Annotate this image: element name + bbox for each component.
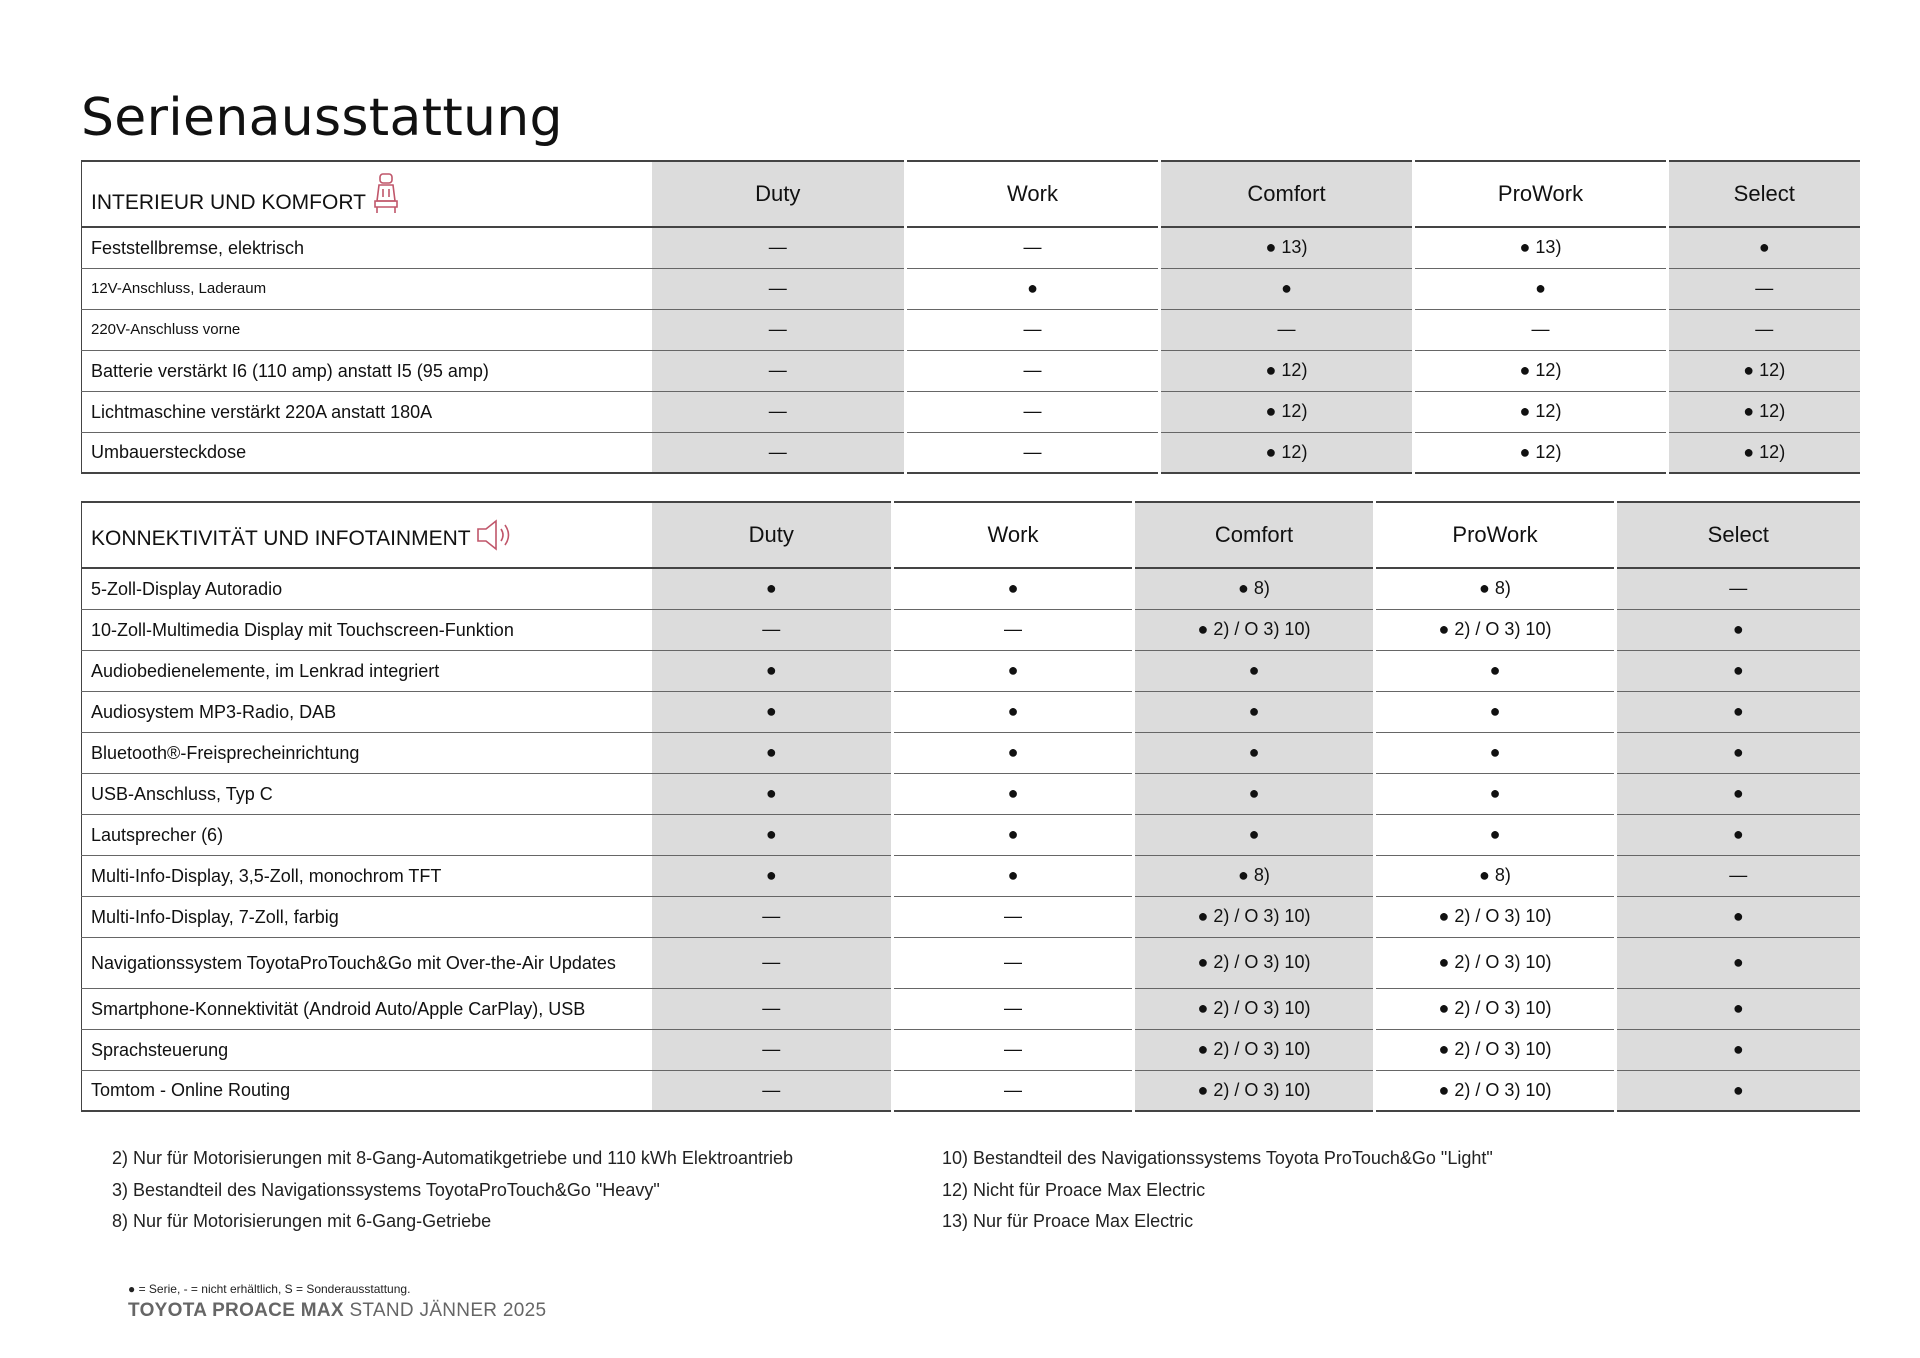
row-label: 10-Zoll-Multimedia Display mit Touchscreen-Funktion: [82, 609, 652, 650]
cell-value: ● 12): [1668, 432, 1860, 473]
cell-value: —: [1668, 309, 1860, 350]
cell-value: ● 2) / O 3) 10): [1134, 609, 1375, 650]
row-label: Batterie verstärkt I6 (110 amp) anstatt I5 (95 amp): [82, 350, 652, 391]
cell-value: ●: [1616, 896, 1860, 937]
cell-value: ●: [893, 773, 1134, 814]
cell-value: ● 2) / O 3) 10): [1375, 896, 1616, 937]
cell-value: ● 13): [1160, 227, 1414, 268]
cell-value: ●: [1375, 732, 1616, 773]
brand-name: TOYOTA PROACE MAX: [128, 1300, 344, 1321]
cell-value: ●: [1375, 650, 1616, 691]
legend: ● = Serie, - = nicht erhältlich, S = Sonderausstattung.: [128, 1282, 411, 1296]
cell-value: —: [893, 1070, 1134, 1111]
row-label: Audiobedienelemente, im Lenkrad integriert: [82, 650, 652, 691]
row-label: 12V-Anschluss, Laderaum: [82, 268, 652, 309]
cell-value: ●: [1375, 773, 1616, 814]
cell-value: ● 2) / O 3) 10): [1375, 1070, 1616, 1111]
cell-value: ● 2) / O 3) 10): [1134, 896, 1375, 937]
cell-value: —: [893, 1029, 1134, 1070]
table-row: [82, 268, 1860, 309]
cell-value: —: [1414, 309, 1668, 350]
table-row: [82, 650, 1860, 691]
cell-value: —: [893, 896, 1134, 937]
cell-value: ●: [1616, 1070, 1860, 1111]
row-label: Tomtom - Online Routing: [82, 1070, 652, 1111]
speaker-icon: [471, 527, 515, 550]
table-row: [82, 1029, 1860, 1070]
row-label: 5-Zoll-Display Autoradio: [82, 568, 652, 609]
cell-value: ●: [893, 732, 1134, 773]
column-header: Comfort: [1160, 161, 1414, 227]
cell-value: —: [1668, 268, 1860, 309]
cell-value: —: [652, 350, 906, 391]
table-row: [82, 691, 1860, 732]
cell-value: ●: [652, 773, 893, 814]
footnote: 13) Nur für Proace Max Electric: [942, 1211, 1194, 1231]
cell-value: —: [906, 432, 1160, 473]
cell-value: ● 2) / O 3) 10): [1375, 937, 1616, 988]
cell-value: —: [652, 391, 906, 432]
table-row: [82, 432, 1860, 473]
cell-value: —: [906, 227, 1160, 268]
page-title: Serienausstattung: [81, 88, 563, 148]
cell-value: ● 2) / O 3) 10): [1375, 988, 1616, 1029]
cell-value: —: [906, 391, 1160, 432]
footnote: 8) Nur für Motorisierungen mit 6-Gang-Getriebe: [112, 1211, 492, 1231]
konnektivitaet-infotainment-table: [81, 501, 1860, 1112]
cell-value: —: [652, 609, 893, 650]
cell-value: ●: [893, 814, 1134, 855]
row-label: Lichtmaschine verstärkt 220A anstatt 180A: [82, 391, 652, 432]
interieur-komfort-table: [81, 160, 1860, 474]
cell-value: —: [652, 432, 906, 473]
cell-value: ●: [1134, 691, 1375, 732]
table-row: [82, 814, 1860, 855]
cell-value: ●: [652, 568, 893, 609]
cell-value: —: [893, 937, 1134, 988]
footnote: 2) Nur für Motorisierungen mit 8-Gang-Automatikgetriebe und 110 kWh Elektroantrieb: [112, 1148, 793, 1168]
cell-value: —: [906, 309, 1160, 350]
table-row: [82, 1070, 1860, 1111]
cell-value: ●: [1414, 268, 1668, 309]
cell-value: —: [893, 988, 1134, 1029]
table-row: [82, 732, 1860, 773]
cell-value: ● 12): [1414, 350, 1668, 391]
cell-value: ● 8): [1375, 568, 1616, 609]
cell-value: ●: [893, 650, 1134, 691]
table-row: [82, 609, 1860, 650]
cell-value: ●: [1134, 650, 1375, 691]
row-label: Umbauersteckdose: [82, 432, 652, 473]
cell-value: ●: [1134, 814, 1375, 855]
cell-value: ● 13): [1414, 227, 1668, 268]
cell-value: ●: [1616, 1029, 1860, 1070]
cell-value: —: [652, 1070, 893, 1111]
cell-value: ●: [1616, 691, 1860, 732]
cell-value: ●: [1616, 773, 1860, 814]
cell-value: ● 12): [1668, 350, 1860, 391]
cell-value: ●: [1616, 609, 1860, 650]
cell-value: ●: [1375, 814, 1616, 855]
column-header: Work: [906, 161, 1160, 227]
section-title: [82, 161, 652, 227]
cell-value: ●: [652, 650, 893, 691]
row-label: Feststellbremse, elektrisch: [82, 227, 652, 268]
cell-value: ● 2) / O 3) 10): [1375, 609, 1616, 650]
row-label: Audiosystem MP3-Radio, DAB: [82, 691, 652, 732]
row-label: Smartphone-Konnektivität (Android Auto/Apple CarPlay), USB: [82, 988, 652, 1029]
footnote: 12) Nicht für Proace Max Electric: [942, 1179, 1206, 1200]
table-row: [82, 350, 1860, 391]
cell-value: ●: [1616, 732, 1860, 773]
cell-value: ● 2) / O 3) 10): [1134, 937, 1375, 988]
table-row: [82, 309, 1860, 350]
table-row: [82, 896, 1860, 937]
row-label: Multi-Info-Display, 3,5-Zoll, monochrom TFT: [82, 855, 652, 896]
cell-value: ●: [1616, 937, 1860, 988]
cell-value: ● 2) / O 3) 10): [1134, 1070, 1375, 1111]
cell-value: ● 12): [1414, 432, 1668, 473]
section-title-text: KONNEKTIVITÄT UND INFOTAINMENT: [91, 527, 471, 550]
row-label: Multi-Info-Display, 7-Zoll, farbig: [82, 896, 652, 937]
table-row: [82, 227, 1860, 268]
row-label: Bluetooth®-Freisprecheinrichtung: [82, 732, 652, 773]
footnote: 3) Bestandteil des Navigationssystems ToyotaProTouch&Go "Heavy": [112, 1179, 660, 1200]
cell-value: ●: [652, 691, 893, 732]
brand-date: STAND JÄNNER 2025: [343, 1300, 547, 1321]
cell-value: ●: [1160, 268, 1414, 309]
cell-value: ● 12): [1160, 391, 1414, 432]
column-header: Comfort: [1134, 502, 1375, 568]
column-header: Select: [1616, 502, 1860, 568]
section-title: [82, 502, 652, 568]
cell-value: ● 12): [1160, 350, 1414, 391]
cell-value: —: [652, 937, 893, 988]
cell-value: —: [1160, 309, 1414, 350]
footnotes-left: [112, 1143, 793, 1238]
row-label: Sprachsteuerung: [82, 1029, 652, 1070]
cell-value: ● 12): [1668, 391, 1860, 432]
cell-value: —: [1616, 568, 1860, 609]
cell-value: ●: [893, 855, 1134, 896]
cell-value: —: [652, 227, 906, 268]
brand-footer: [128, 1300, 546, 1322]
cell-value: ●: [1616, 988, 1860, 1029]
cell-value: ● 2) / O 3) 10): [1134, 1029, 1375, 1070]
seat-icon: [366, 191, 402, 214]
table-row: [82, 855, 1860, 896]
cell-value: ●: [906, 268, 1160, 309]
cell-value: ● 8): [1375, 855, 1616, 896]
row-label: Lautsprecher (6): [82, 814, 652, 855]
table-row: [82, 568, 1860, 609]
cell-value: ● 8): [1134, 855, 1375, 896]
cell-value: ● 2) / O 3) 10): [1134, 988, 1375, 1029]
row-label: 220V-Anschluss vorne: [82, 309, 652, 350]
table-row: [82, 988, 1860, 1029]
section-title-text: INTERIEUR UND KOMFORT: [91, 191, 366, 214]
cell-value: ●: [893, 568, 1134, 609]
cell-value: ● 12): [1414, 391, 1668, 432]
cell-value: —: [652, 309, 906, 350]
cell-value: —: [906, 350, 1160, 391]
column-header: Select: [1668, 161, 1860, 227]
cell-value: ●: [1616, 814, 1860, 855]
cell-value: ●: [1134, 773, 1375, 814]
table-row: [82, 937, 1860, 988]
cell-value: ●: [1134, 732, 1375, 773]
column-header: ProWork: [1414, 161, 1668, 227]
cell-value: ●: [652, 855, 893, 896]
cell-value: ●: [893, 691, 1134, 732]
cell-value: —: [652, 1029, 893, 1070]
footnote: 10) Bestandteil des Navigationssystems Toyota ProTouch&Go "Light": [942, 1148, 1493, 1168]
row-label: USB-Anschluss, Typ C: [82, 773, 652, 814]
cell-value: ● 12): [1160, 432, 1414, 473]
cell-value: ●: [1375, 691, 1616, 732]
cell-value: ●: [652, 814, 893, 855]
cell-value: ●: [652, 732, 893, 773]
row-label: Navigationssystem ToyotaProTouch&Go mit Over-the-Air Updates: [82, 937, 652, 988]
cell-value: —: [652, 896, 893, 937]
column-header: ProWork: [1375, 502, 1616, 568]
cell-value: ● 2) / O 3) 10): [1375, 1029, 1616, 1070]
cell-value: ● 8): [1134, 568, 1375, 609]
table-row: [82, 773, 1860, 814]
cell-value: —: [1616, 855, 1860, 896]
column-header: Duty: [652, 502, 893, 568]
column-header: Duty: [652, 161, 906, 227]
cell-value: —: [652, 268, 906, 309]
cell-value: —: [652, 988, 893, 1029]
column-header: Work: [893, 502, 1134, 568]
table-row: [82, 391, 1860, 432]
cell-value: ●: [1616, 650, 1860, 691]
cell-value: —: [893, 609, 1134, 650]
cell-value: ●: [1668, 227, 1860, 268]
footnotes-right: [942, 1143, 1493, 1238]
